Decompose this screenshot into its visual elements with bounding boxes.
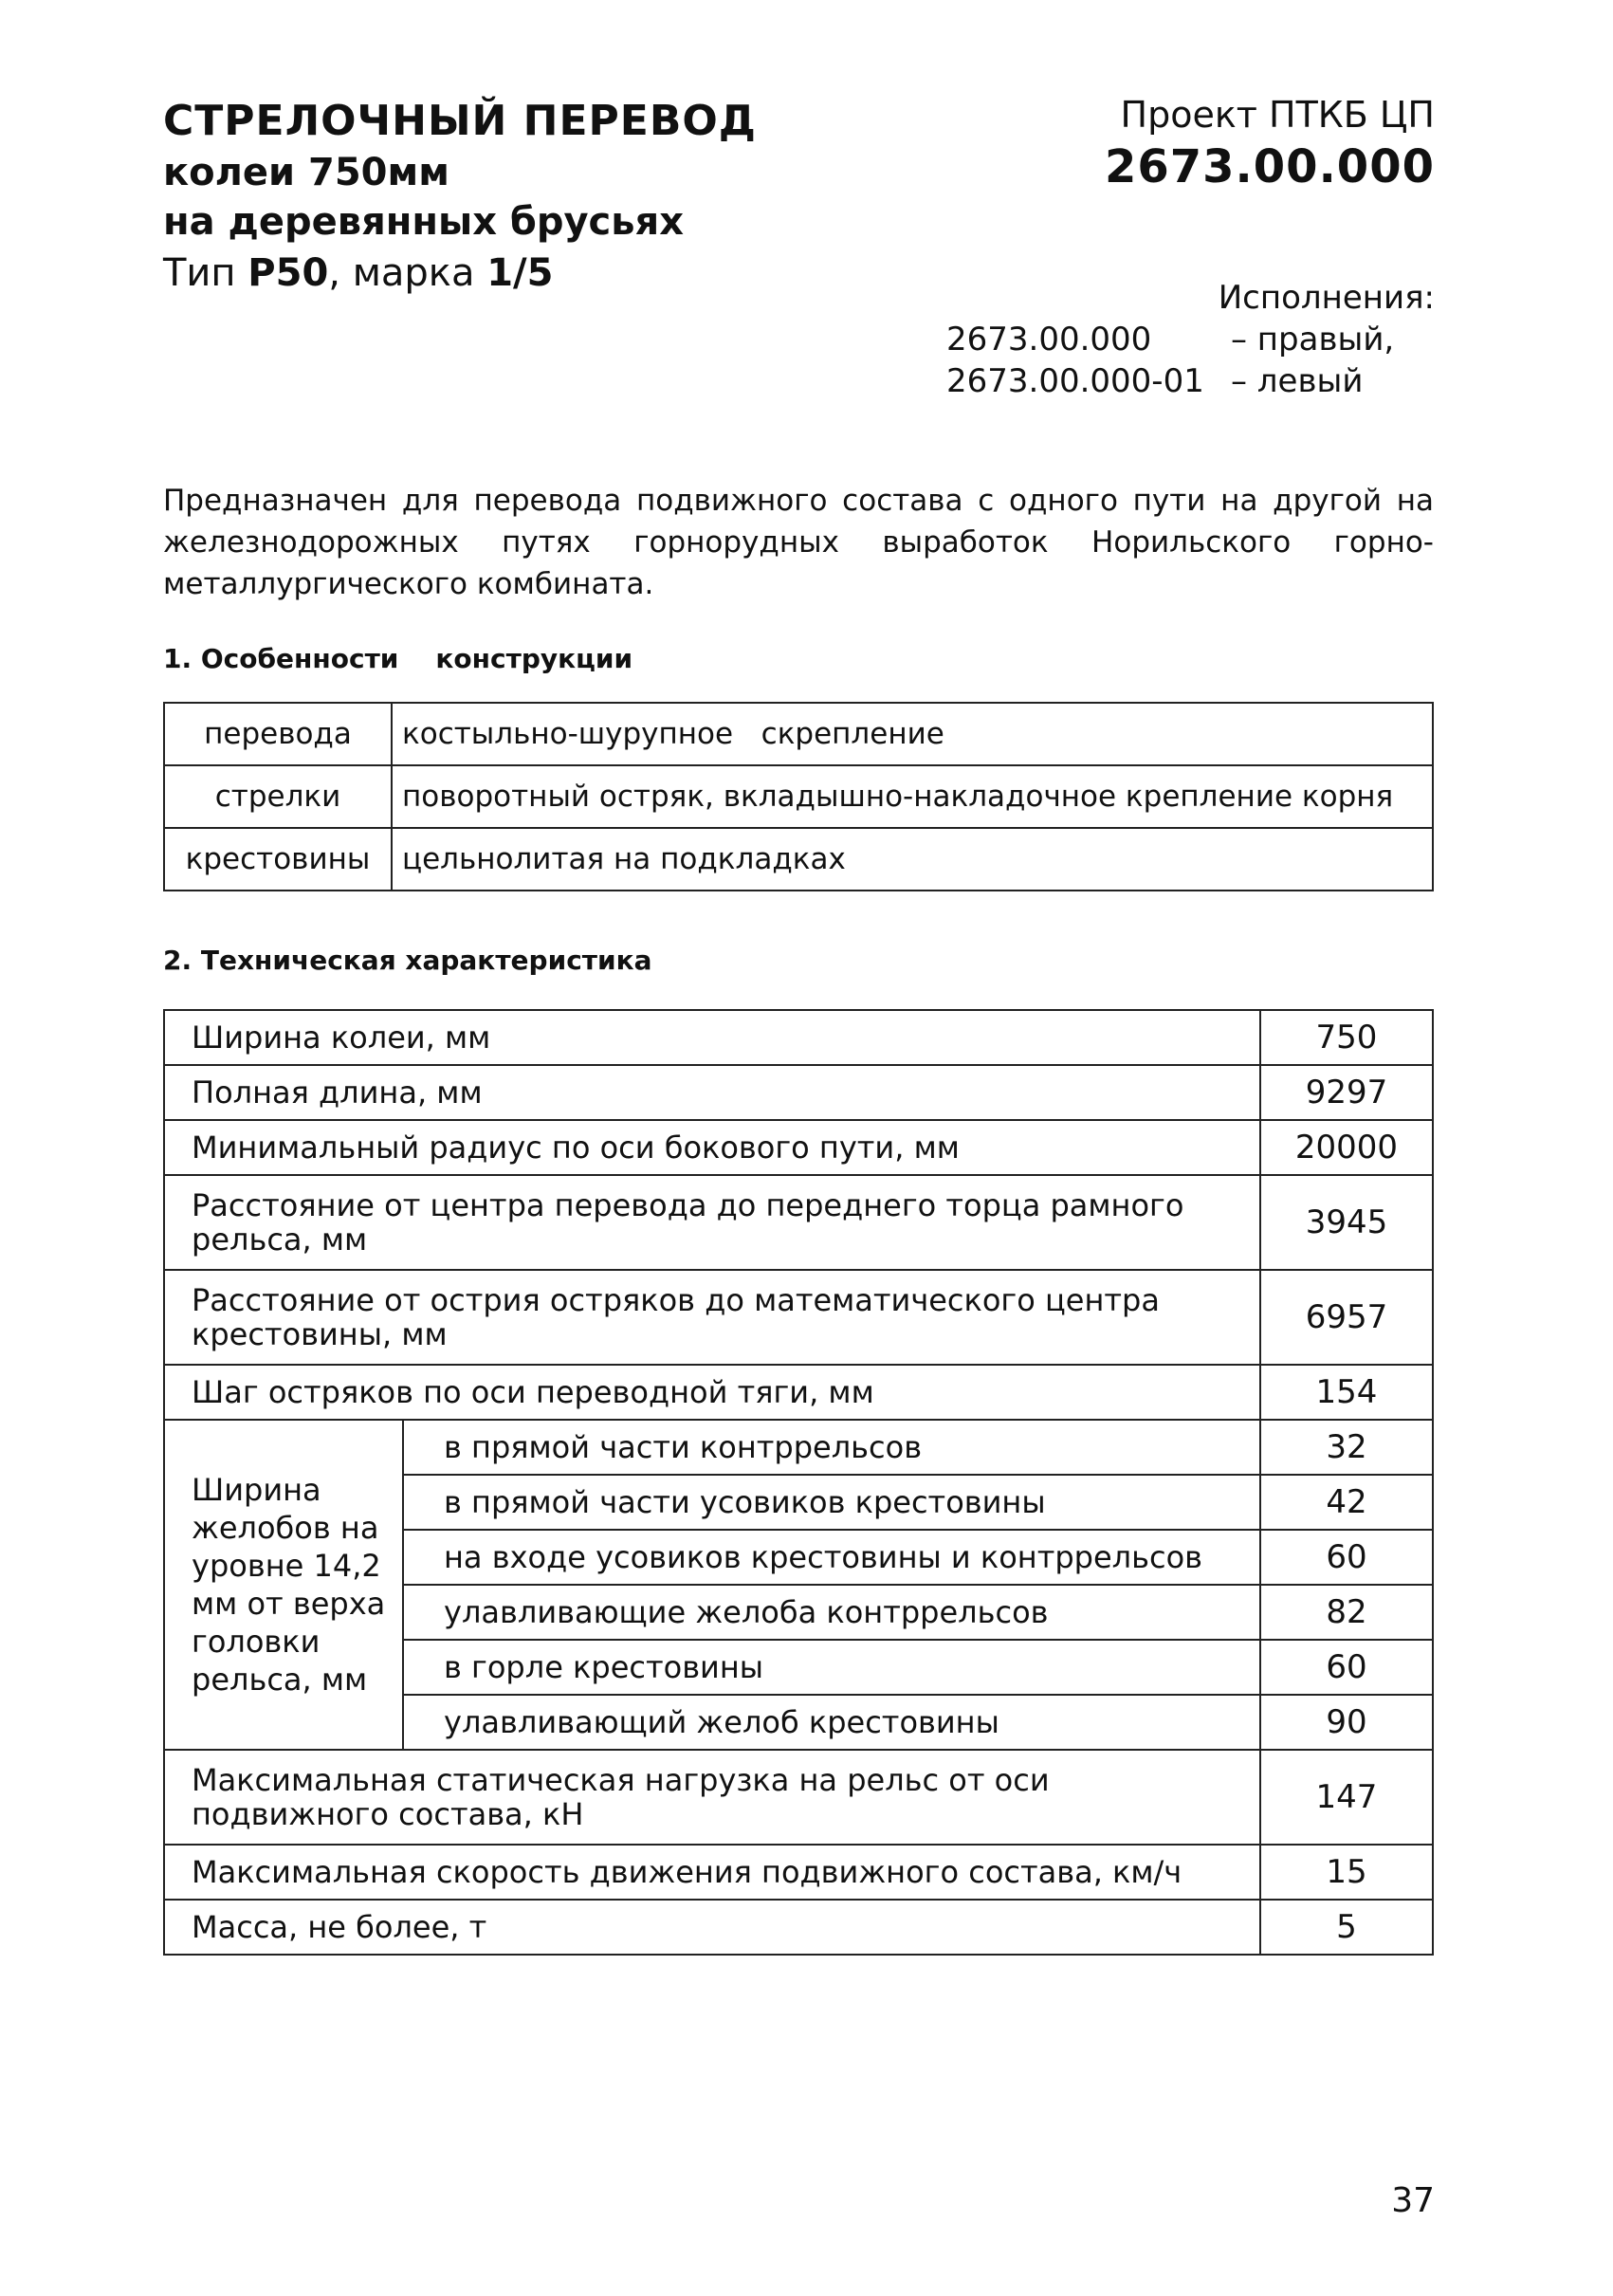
- groove-label: на входе усовиков крестовины и контррельсов: [403, 1530, 1260, 1585]
- title-block: [163, 95, 884, 300]
- feature-value: цельнолитая на подкладках: [392, 828, 1433, 891]
- param-label: Шаг остряков по оси переводной тяги, мм: [164, 1365, 1260, 1420]
- groove-value: 90: [1260, 1695, 1433, 1750]
- table-row: [164, 1750, 1433, 1845]
- groove-group-label: Ширина желобов на уровне 14,2 мм от верха головки рельса, мм: [164, 1420, 403, 1750]
- feature-key: перевода: [164, 703, 392, 765]
- variant-code: 2673.00.000-01: [946, 362, 1204, 400]
- param-value: 15: [1260, 1845, 1433, 1900]
- variant-code: 2673.00.000: [946, 321, 1152, 358]
- feature-value: костыльно-шурупное скрепление: [392, 703, 1433, 765]
- title-line-3: на деревянных брусьях: [163, 200, 685, 244]
- groove-value: 42: [1260, 1475, 1433, 1530]
- section-2-heading: 2. Техническая характеристика: [163, 945, 652, 976]
- table-row: [164, 703, 1433, 765]
- table-row: [164, 1365, 1433, 1420]
- type-prefix: Тип: [163, 251, 248, 295]
- groove-label: в прямой части усовиков крестовины: [403, 1475, 1260, 1530]
- param-label: Расстояние от острия остряков до математического центра крестовины, мм: [164, 1270, 1260, 1365]
- param-label: Масса, не более, т: [164, 1900, 1260, 1955]
- param-label: Минимальный радиус по оси бокового пути, мм: [164, 1120, 1260, 1175]
- param-value: 154: [1260, 1365, 1433, 1420]
- variants-block: [946, 277, 1435, 402]
- param-value: 20000: [1260, 1120, 1433, 1175]
- title-line-1: СТРЕЛОЧНЫЙ ПЕРЕВОД: [163, 97, 757, 145]
- groove-label: в горле крестовины: [403, 1640, 1260, 1695]
- groove-value: 32: [1260, 1420, 1433, 1475]
- groove-value: 60: [1260, 1530, 1433, 1585]
- param-label: Ширина колеи, мм: [164, 1010, 1260, 1065]
- param-value: 5: [1260, 1900, 1433, 1955]
- variant-side: – левый: [1231, 362, 1364, 400]
- tech-table: [163, 1009, 1434, 1956]
- project-number: 2673.00.000: [1104, 140, 1435, 193]
- project-label: Проект ПТКБ ЦП: [1120, 94, 1435, 136]
- table-row: [164, 765, 1433, 828]
- feature-key: крестовины: [164, 828, 392, 891]
- table-row: [164, 1175, 1433, 1270]
- project-block: [1105, 91, 1435, 195]
- page-number: 37: [1391, 2181, 1435, 2220]
- variant-side: – правый,: [1231, 321, 1395, 358]
- purpose-paragraph: Предназначен для перевода подвижного состава с одного пути на другой на железнодорожных путях горнорудных выработок Норильского горно-металлургического комбината.: [163, 484, 1434, 601]
- mark-prefix: , марка: [328, 251, 487, 295]
- section-1-heading: 1. Особенности конструкции: [163, 643, 633, 674]
- table-row: [164, 828, 1433, 891]
- groove-label: улавливающие желоба контррельсов: [403, 1585, 1260, 1640]
- param-value: 9297: [1260, 1065, 1433, 1120]
- groove-value: 82: [1260, 1585, 1433, 1640]
- table-row: [164, 1845, 1433, 1900]
- param-label: Расстояние от центра перевода до переднего торца рамного рельса, мм: [164, 1175, 1260, 1270]
- table-row: [164, 1270, 1433, 1365]
- features-table: [163, 702, 1434, 891]
- param-value: 6957: [1260, 1270, 1433, 1365]
- table-row: [164, 1010, 1433, 1065]
- table-row: [164, 1420, 1433, 1475]
- table-row: [164, 1065, 1433, 1120]
- groove-label: улавливающий желоб крестовины: [403, 1695, 1260, 1750]
- groove-label: в прямой части контррельсов: [403, 1420, 1260, 1475]
- param-value: 147: [1260, 1750, 1433, 1845]
- param-label: Максимальная скорость движения подвижного состава, км/ч: [164, 1845, 1260, 1900]
- mark-value: 1/5: [486, 251, 554, 295]
- table-row: [164, 1900, 1433, 1955]
- table-row: [164, 1120, 1433, 1175]
- variant-row: [946, 319, 1435, 360]
- feature-key: стрелки: [164, 765, 392, 828]
- type-value: Р50: [247, 251, 329, 295]
- param-label: Максимальная статическая нагрузка на рельс от оси подвижного состава, кН: [164, 1750, 1260, 1845]
- param-label: Полная длина, мм: [164, 1065, 1260, 1120]
- feature-value: поворотный остряк, вкладышно-накладочное крепление корня: [392, 765, 1433, 828]
- title-line-2: колеи 750мм: [163, 151, 449, 194]
- variant-row: [946, 360, 1435, 402]
- variants-label: Исполнения:: [1218, 279, 1435, 317]
- type-mark-line: [163, 247, 884, 300]
- param-value: 3945: [1260, 1175, 1433, 1270]
- groove-value: 60: [1260, 1640, 1433, 1695]
- param-value: 750: [1260, 1010, 1433, 1065]
